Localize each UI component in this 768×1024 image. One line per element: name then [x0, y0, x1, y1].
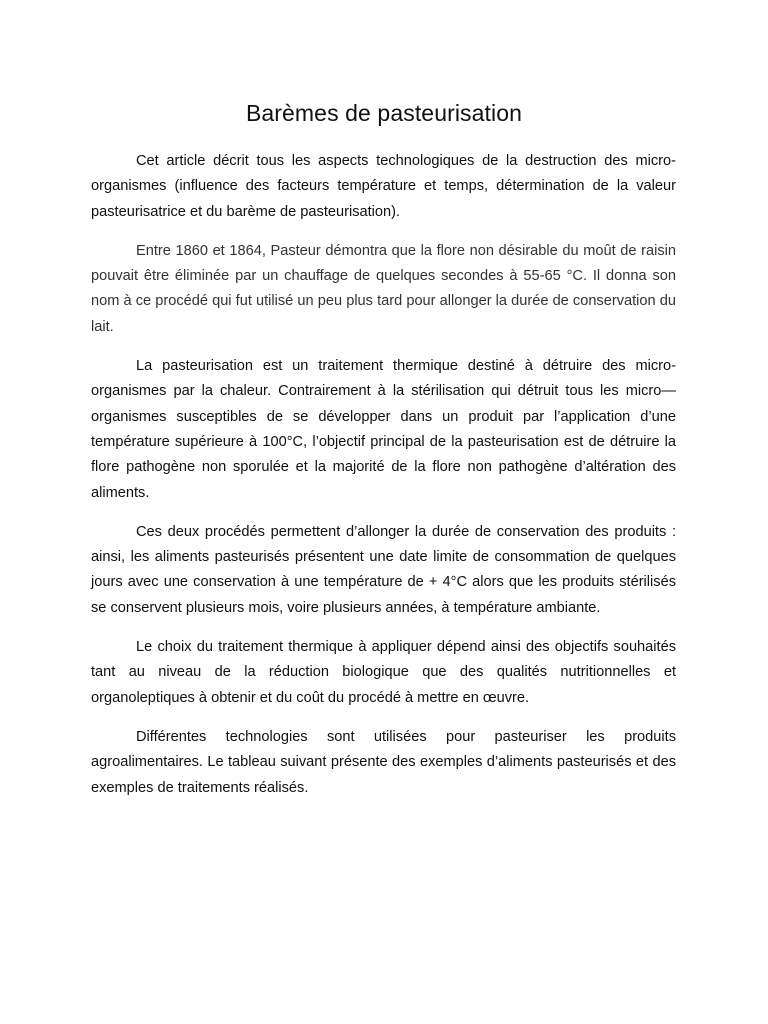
paragraph-conservation: Ces deux procédés permettent d’allonger la durée de conservation des produits : ainsi, les aliments pasteurisés présentent une date limite de consommation de quelques jours avec une conservation à une température de + 4°C alors que les produits stérilisés se conservent plusieurs mois, voire plusieurs années, à température ambiante. [91, 523, 676, 616]
paragraph-history: Entre 1860 et 1864, Pasteur démontra que la flore non désirable du moût de raisin pouvait être éliminée par un chauffage de quelques secondes à 55-65 °C. Il donna son nom à ce procédé qui fut utilisé un peu plus tard pour allonger la durée de conservation du lait. [91, 242, 676, 335]
paragraph-definition: La pasteurisation est un traitement thermique destiné à détruire des micro-organismes par la chaleur. Contrairement à la stérilisation qui détruit tous les micro—organismes susceptibles de se développer dans un produit par l’application d’une température supérieure à 100°C, l’objectif principal de la pasteurisation est de détruire la flore pathogène non sporulée et la majorité de la flore non pathogène d’altération des aliments. [91, 358, 676, 501]
document-body [91, 149, 676, 815]
paragraph-technologies: Différentes technologies sont utilisées pour pasteuriser les produits agroalimentaires. Le tableau suivant présente des exemples d’aliments pasteurisés et des exemples de traitements réalisés. [91, 728, 676, 796]
paragraph-intro: Cet article décrit tous les aspects technologiques de la destruction des micro-organismes (influence des facteurs température et temps, détermination de la valeur pasteurisatrice et du barème de pasteurisation). [91, 153, 676, 220]
document-title: Barèmes de pasteurisation [245, 100, 523, 126]
paragraph-choice: Le choix du traitement thermique à appliquer dépend ainsi des objectifs souhaités tant au niveau de la réduction biologique que des qualités nutritionnelles et organoleptiques à obtenir et du coût du procédé à mettre en œuvre. [91, 639, 676, 706]
